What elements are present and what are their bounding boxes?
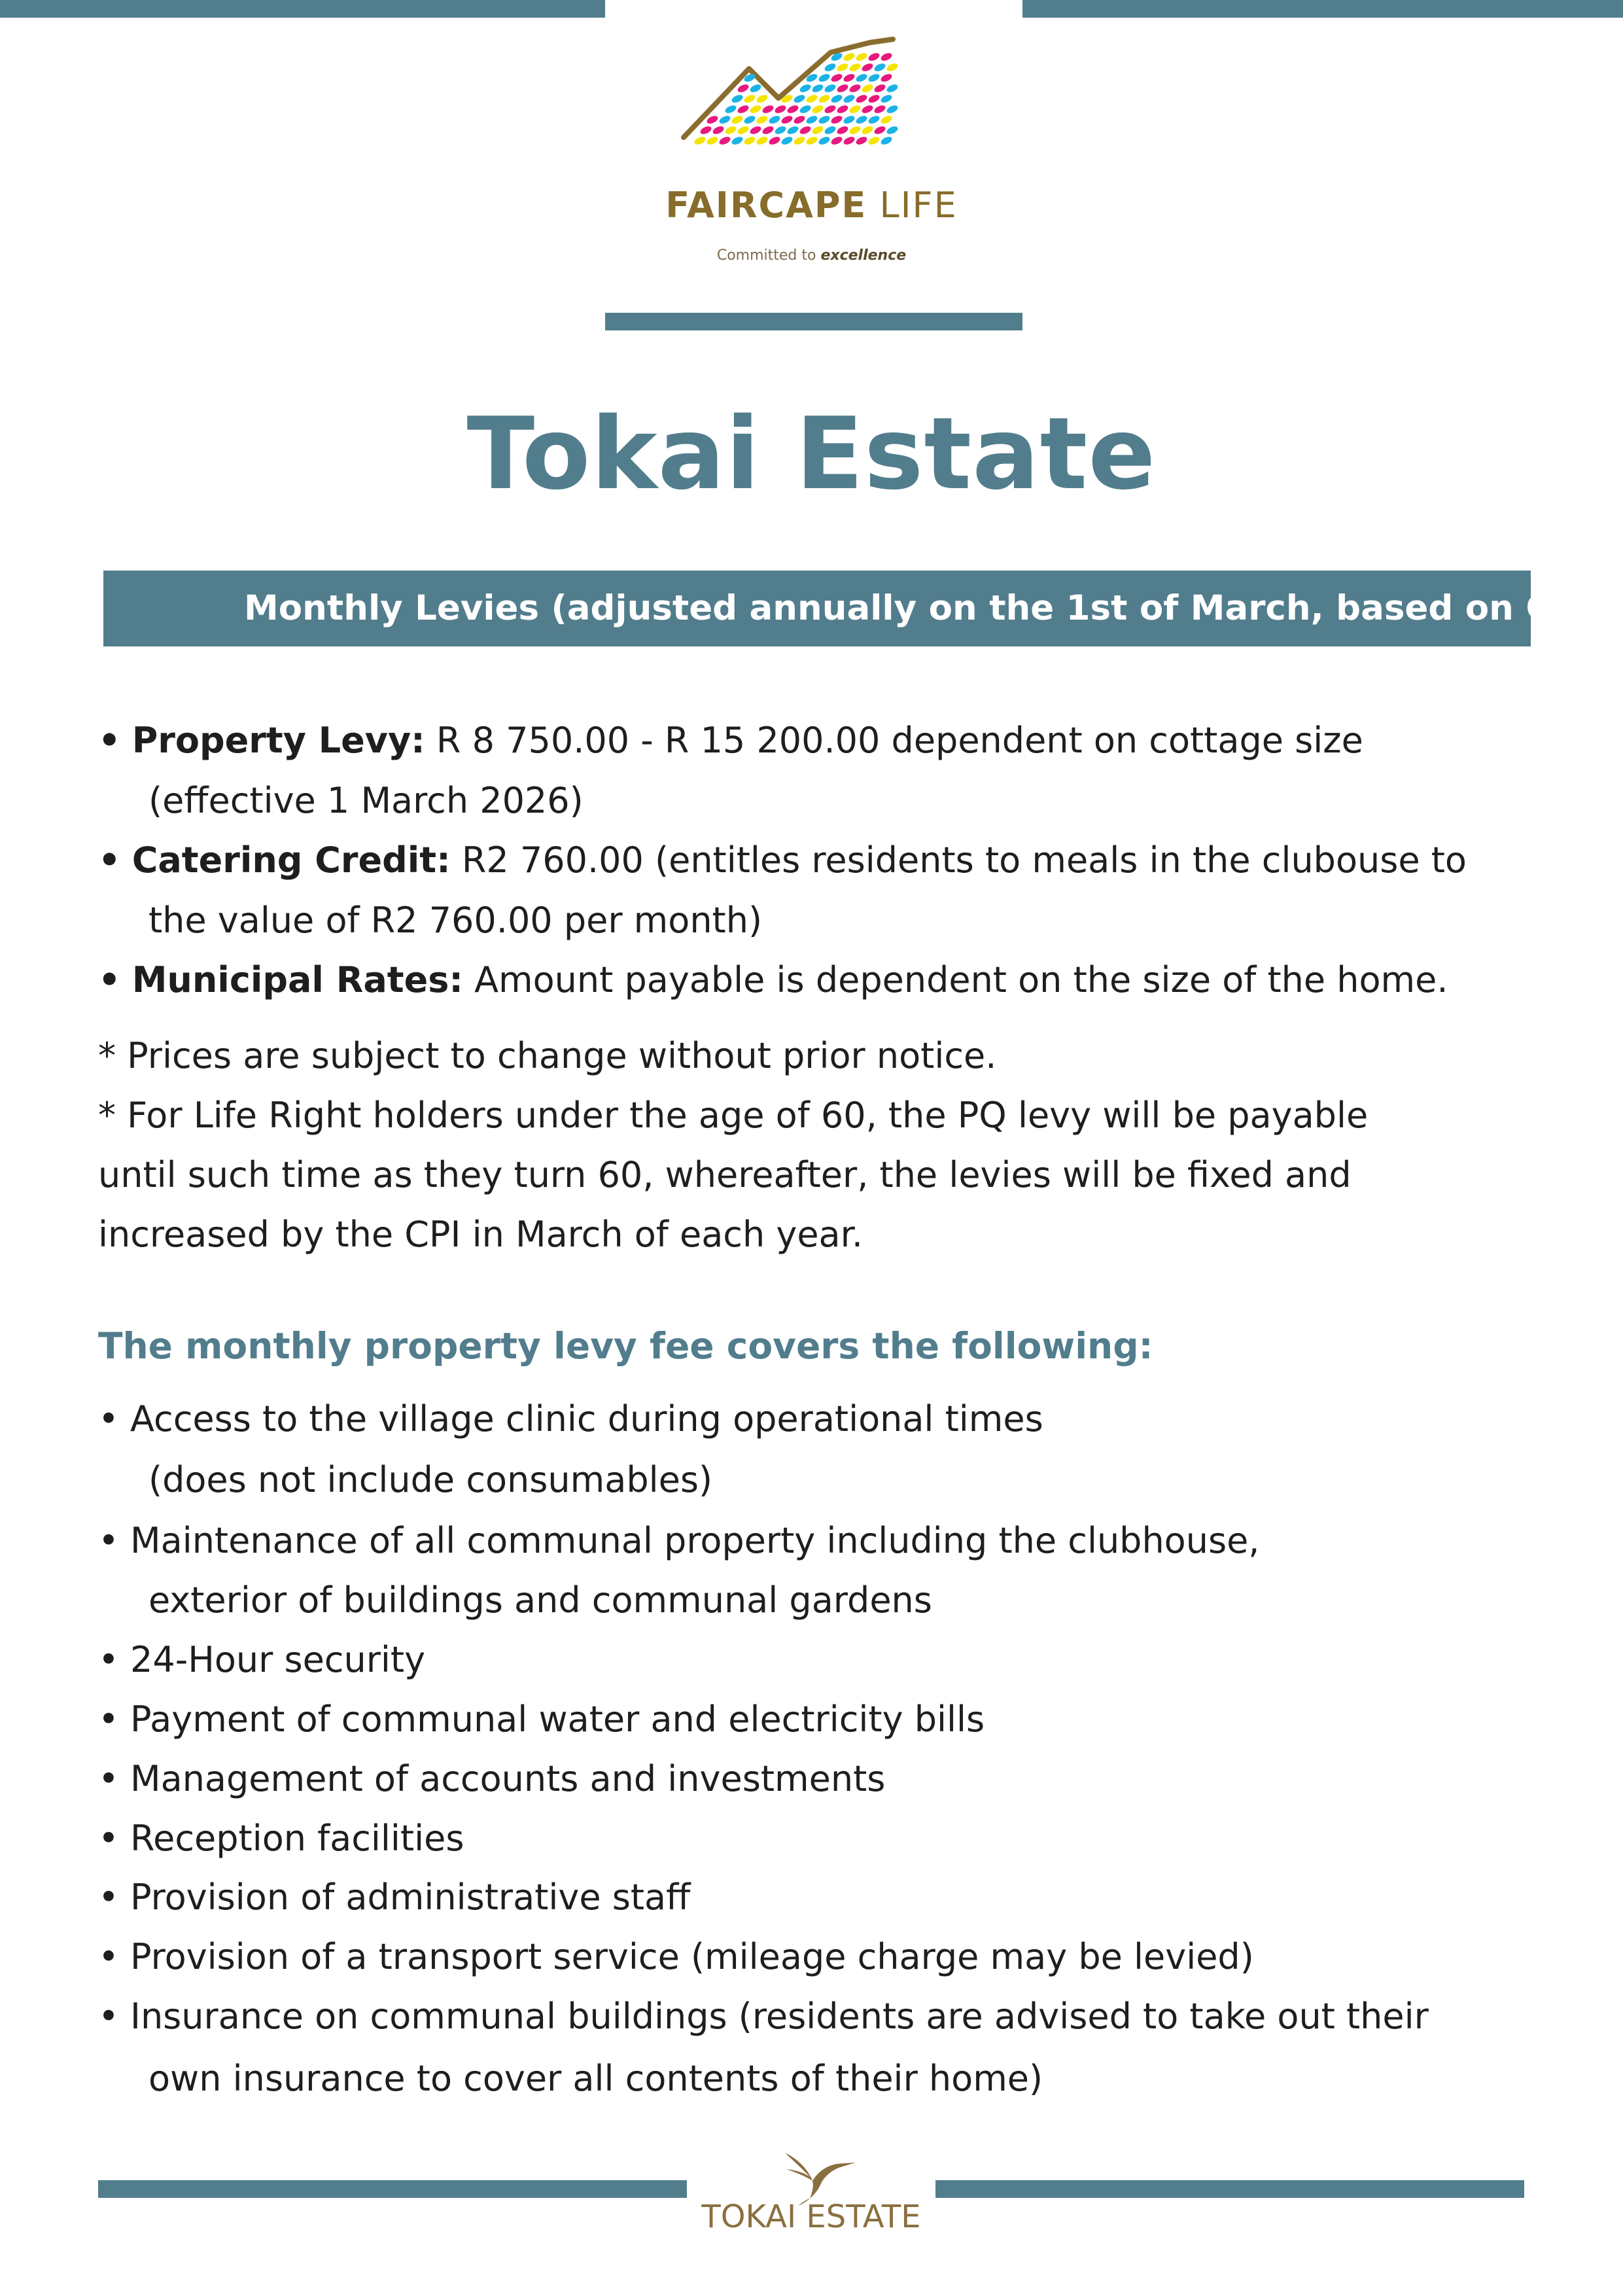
covers-item: • Access to the village clinic during operational times — [98, 1398, 1043, 1439]
logo-dot — [761, 125, 775, 136]
logo-dot — [873, 62, 887, 73]
logo-dot — [749, 104, 763, 115]
logo-dot — [880, 135, 894, 147]
faircape-logo-icon — [680, 26, 949, 170]
logo-dot — [873, 104, 887, 115]
logo-dot — [768, 115, 782, 126]
logo-dot — [824, 83, 837, 94]
tagline-emphasis: excellence — [820, 247, 907, 264]
footer-right-bar — [935, 2180, 1524, 2198]
logo-dot — [718, 135, 732, 147]
tagline-prefix: Committed to — [716, 247, 816, 264]
logo-dot — [830, 94, 844, 105]
logo-dot — [843, 94, 856, 105]
logo-dot — [731, 94, 744, 105]
levy-banner — [103, 571, 1606, 646]
logo-dot — [830, 115, 844, 126]
top-right-bar — [1022, 0, 1623, 18]
logo-dot — [756, 94, 769, 105]
covers-item: • Reception facilities — [98, 1818, 464, 1859]
logo-dot — [811, 125, 825, 136]
logo-dot — [843, 73, 856, 84]
levy-text: R2 760.00 (entitles residents to meals in the clubouse to — [450, 839, 1467, 881]
logo-dot — [731, 135, 744, 147]
covers-item: • 24-Hour security — [98, 1639, 426, 1680]
logo-dot — [867, 73, 881, 84]
covers-item-continuation: own insurance to cover all contents of their home) — [148, 2058, 1043, 2099]
logo-dot — [743, 94, 757, 105]
logo-dot — [886, 125, 899, 136]
levy-bullet: • — [98, 720, 121, 761]
logo-dot — [824, 62, 837, 73]
levy-banner-text: Monthly Levies (adjusted annually on the 1st of March, based on CPI) — [244, 588, 1606, 628]
logo-dot — [706, 115, 720, 126]
levy-item-property — [98, 720, 1363, 761]
logo-dot — [880, 115, 894, 126]
logo-dot — [873, 83, 887, 94]
logo-dot — [843, 135, 856, 147]
levy-text: Amount payable is dependent on the size of the home. — [462, 959, 1448, 1000]
logo-dot — [737, 104, 750, 115]
page-title: Tokai Estate — [466, 396, 1157, 512]
logo-dot — [848, 83, 862, 94]
logo-dot — [749, 83, 763, 94]
logo-dot — [756, 115, 769, 126]
logo-dot — [774, 125, 788, 136]
logo-dot — [848, 125, 862, 136]
levy-item-catering-continuation: the value of R2 760.00 per month) — [148, 900, 763, 941]
logo-dot — [824, 125, 837, 136]
note-line: * Prices are subject to change without prior notice. — [98, 1035, 997, 1076]
logo-dot — [780, 115, 794, 126]
levy-item-property-continuation: (effective 1 March 2026) — [148, 780, 584, 821]
logo-dot — [830, 135, 844, 147]
covers-item: • Provision of a transport service (mileage charge may be levied) — [98, 1936, 1254, 1977]
logo-dot — [886, 104, 899, 115]
logo-dot — [861, 125, 875, 136]
covers-item-continuation: (does not include consumables) — [148, 1459, 713, 1500]
logo-dot — [718, 115, 732, 126]
logo-dot — [811, 83, 825, 94]
covers-item: • Maintenance of all communal property including the clubhouse, — [98, 1520, 1260, 1561]
logo-dot — [805, 94, 819, 105]
brand-tagline — [0, 247, 1623, 264]
brand-light: LIFE — [879, 185, 958, 226]
logo-dot — [699, 125, 713, 136]
logo-dot — [761, 104, 775, 115]
logo-dot — [799, 104, 812, 115]
logo-dot — [830, 73, 844, 84]
logo-dot — [706, 135, 720, 147]
footer-estate-name: TOKAI ESTATE — [701, 2199, 921, 2235]
logo-dot — [880, 73, 894, 84]
logo-dot — [737, 83, 750, 94]
logo-dot — [836, 104, 850, 115]
covers-item-continuation: exterior of buildings and communal gardens — [148, 1580, 932, 1621]
logo-dot — [774, 104, 788, 115]
logo-dot — [799, 83, 812, 94]
logo-dot — [786, 104, 800, 115]
logo-dot — [799, 125, 812, 136]
levy-bullet: • — [98, 839, 121, 881]
logo-dot — [867, 94, 881, 105]
logo-dot — [693, 135, 707, 147]
logo-dot — [848, 62, 862, 73]
logo-dot — [867, 115, 881, 126]
logo-dot — [768, 135, 782, 147]
logo-dot — [886, 83, 899, 94]
tokai-estate-logo — [687, 2127, 935, 2257]
logo-dot — [867, 135, 881, 147]
logo-dot — [793, 94, 807, 105]
logo-dot — [836, 83, 850, 94]
brand-name — [0, 185, 1623, 226]
logo-dot — [724, 125, 738, 136]
logo-dot — [861, 104, 875, 115]
covers-item: • Provision of administrative staff — [98, 1877, 691, 1918]
logo-dot — [855, 52, 869, 63]
covers-item: • Payment of communal water and electricity bills — [98, 1699, 985, 1740]
logo-dot — [848, 104, 862, 115]
logo-dot — [793, 135, 807, 147]
logo-dot — [855, 135, 869, 147]
logo-dot — [855, 94, 869, 105]
covers-heading: The monthly property levy fee covers the following: — [98, 1325, 1153, 1367]
logo-dot — [724, 104, 738, 115]
logo-underline-bar — [605, 313, 1022, 330]
logo-dot — [805, 115, 819, 126]
logo-dot — [818, 94, 831, 105]
logo-dot — [861, 83, 875, 94]
logo-dot — [737, 125, 750, 136]
logo-dot — [811, 104, 825, 115]
logo-dot — [836, 62, 850, 73]
logo-dot — [843, 115, 856, 126]
logo-dot — [824, 104, 837, 115]
logo-dot — [843, 52, 856, 63]
logo-dot — [880, 94, 894, 105]
logo-dot — [855, 73, 869, 84]
logo-dot — [712, 125, 725, 136]
levy-label: Property Levy: — [131, 720, 425, 761]
covers-item: • Management of accounts and investments — [98, 1758, 886, 1799]
levy-text: R 8 750.00 - R 15 200.00 dependent on cottage size — [425, 720, 1363, 761]
note-line: * For Life Right holders under the age of 60, the PQ levy will be payable — [98, 1095, 1369, 1136]
brand-bold: FAIRCAPE — [665, 185, 867, 226]
logo-dot — [855, 115, 869, 126]
logo-dot — [743, 135, 757, 147]
levy-item-municipal — [98, 959, 1448, 1000]
logo-dot — [836, 125, 850, 136]
logo-dot — [886, 62, 899, 73]
note-line: until such time as they turn 60, whereafter, the levies will be fixed and — [98, 1154, 1352, 1195]
logo-dot — [818, 135, 831, 147]
logo-dot — [880, 52, 894, 63]
levy-label: Municipal Rates: — [131, 959, 463, 1000]
logo-dot — [805, 135, 819, 147]
logo-dot — [818, 115, 831, 126]
levy-label: Catering Credit: — [131, 839, 451, 881]
logo-dot — [793, 115, 807, 126]
footer-left-bar — [98, 2180, 687, 2198]
levy-bullet: • — [98, 959, 121, 1000]
logo-dot — [786, 125, 800, 136]
note-line: increased by the CPI in March of each year. — [98, 1214, 864, 1255]
logo-dot — [731, 115, 744, 126]
levy-item-catering — [98, 839, 1467, 881]
logo-dot — [749, 125, 763, 136]
logo-dot — [873, 125, 887, 136]
logo-dot — [756, 135, 769, 147]
covers-item: • Insurance on communal buildings (residents are advised to take out their — [98, 1996, 1429, 2037]
logo-dot — [867, 52, 881, 63]
logo-dot — [861, 62, 875, 73]
logo-dot — [743, 115, 757, 126]
logo-dot — [780, 135, 794, 147]
logo-dot — [818, 73, 831, 84]
top-left-bar — [0, 0, 605, 18]
